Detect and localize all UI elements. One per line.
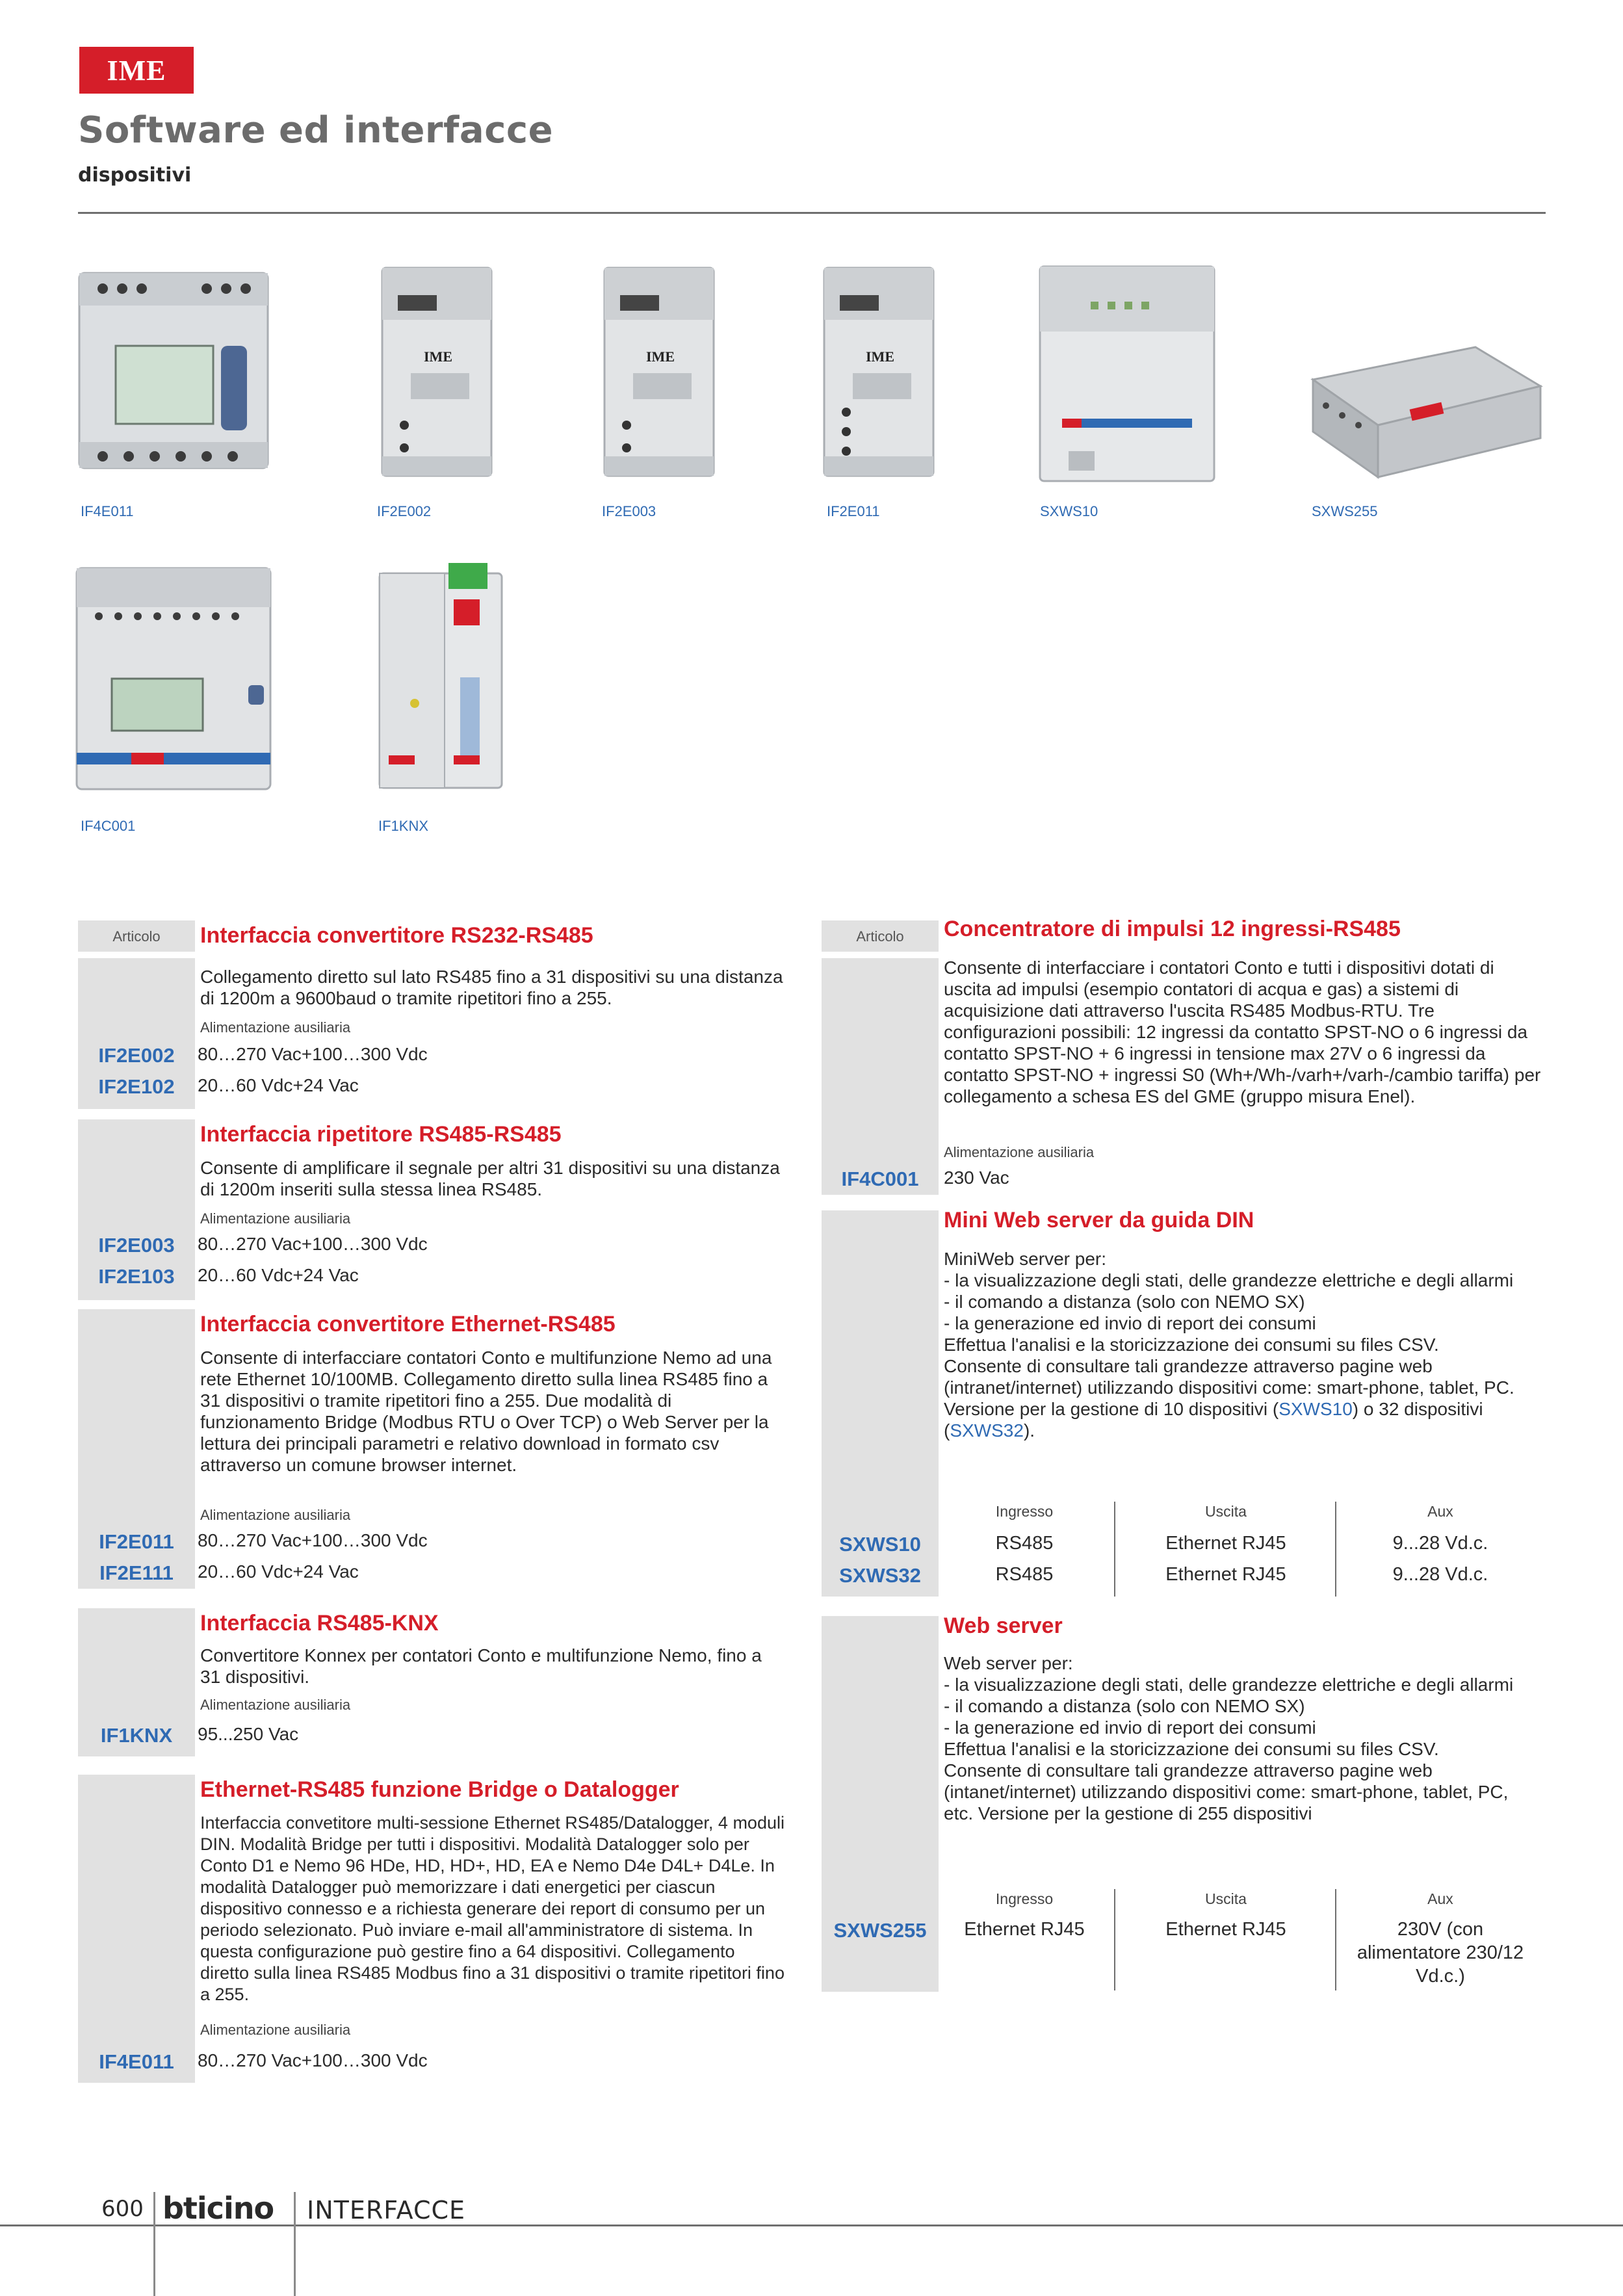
article-code: IF2E011 (99, 1530, 174, 1553)
svg-text:IME: IME (866, 348, 894, 365)
desc-line: Effettua l'analisi e la storicizzazione dei consumi su files CSV. (944, 1335, 1439, 1355)
desc-line: Consente di consultare tali grandezze attraverso pagine web (intanet/internet) utilizzando dispositivi come: smart-phone, tablet, PC, etc. Versione per la gestione di 255 dispositivi (944, 1760, 1509, 1823)
section-title: Web server (944, 1613, 1063, 1638)
table-cell: 9...28 Vd.c. (1392, 1533, 1488, 1554)
aux-value: 80…270 Vac+100…300 Vdc (198, 2050, 428, 2070)
aux-value: 95...250 Vac (198, 1724, 299, 1744)
table-cell: 230V (con alimentatore 230/12 Vd.c.) (1357, 1919, 1524, 1987)
table-header-aux: Aux (1427, 1503, 1453, 1520)
desc-text: Consente di consultare tali grandezze attraverso pagine web (intranet/internet) utilizzando dispositivi come: smart-phone, tablet, PC. Versione per la gestione di 10 dispositivi ( (944, 1356, 1514, 1419)
table-cell: Ethernet RJ45 (1165, 1533, 1286, 1554)
desc-line: - il comando a distanza (solo con NEMO SX) (944, 1696, 1305, 1716)
product-image-if4e011 (77, 263, 272, 484)
product-image-if2e011 (820, 263, 937, 484)
table-header-aux: Aux (1427, 1890, 1453, 1907)
product-caption: IF2E002 (377, 503, 432, 519)
aux-label: Alimentazione ausiliaria (200, 1210, 351, 1227)
product-caption: IF2E003 (602, 503, 656, 519)
desc-line: - la visualizzazione degli stati, delle grandezze elettriche e degli allarmi (944, 1270, 1514, 1290)
product-caption: IF2E011 (827, 503, 880, 519)
article-code: IF4E011 (99, 2050, 174, 2073)
article-code: IF2E002 (98, 1044, 175, 1067)
table-cell: RS485 (995, 1564, 1054, 1585)
svg-text:IME: IME (424, 348, 452, 365)
product-image-if2e002 (378, 263, 495, 484)
aux-label: Alimentazione ausiliaria (200, 2022, 351, 2038)
section-description: Collegamento diretto sul lato RS485 fino a 31 dispositivi su una distanza di 1200m a 9600baud o tramite ripetitori fino a 255. (200, 967, 783, 1008)
header-divider (78, 212, 1546, 214)
table-header-ingresso: Ingresso (995, 1890, 1054, 1907)
section-description: Convertitore Konnex per contatori Conto e multifunzione Nemo, fino a 31 dispositivi. (200, 1645, 762, 1687)
sxws10-link[interactable]: SXWS10 (1279, 1399, 1353, 1419)
page-subtitle: dispositivi (78, 164, 192, 187)
desc-line: Effettua l'analisi e la storicizzazione dei consumi su files CSV. (944, 1739, 1439, 1759)
product-image-if2e003 (601, 263, 718, 484)
article-code: IF1KNX (100, 1724, 173, 1747)
section-description: Interfaccia convetitore multi-sessione Ethernet RS485/Datalogger, 4 moduli DIN. Modalità Bridge per tutti i dispositivi. Modalità Datalogger solo per Conto D1 e Nemo 96 HDe, HD, HD+, HD, EA e Nemo D4e D4L+ D4Le. In modalità Datalogger può memorizzare i dati energetici per ciascun dispositivo connesso e a richiesta generare dei report di consumo per un periodo selezionato. Può inviare e-mail all'amministratore di sistema. In questa configurazione può gestire fino a 64 dispositivi. Collegamento diretto sulla linea RS485 Modbus fino a 31 dispositivi o tramite ripetitori fino a 255. (200, 1813, 785, 2004)
section-title: Interfaccia ripetitore RS485-RS485 (200, 1122, 562, 1147)
aux-value: 20…60 Vdc+24 Vac (198, 1561, 359, 1582)
desc-text: ) o 32 dispositivi ( (944, 1399, 1483, 1441)
product-caption: SXWS10 (1040, 503, 1098, 519)
article-code: SXWS255 (833, 1919, 927, 1942)
product-caption: IF1KNX (378, 818, 429, 834)
desc-line: Web server per: (944, 1653, 1073, 1673)
article-code: IF2E102 (98, 1075, 175, 1098)
table-cell: Ethernet RJ45 (1165, 1564, 1286, 1585)
aux-label: Alimentazione ausiliaria (200, 1507, 351, 1523)
desc-line: - il comando a distanza (solo con NEMO SX) (944, 1292, 1305, 1312)
page-title: Software ed interfacce (78, 109, 554, 151)
section-title: Ethernet-RS485 funzione Bridge o Datalogger (200, 1777, 679, 1802)
desc-line: - la generazione ed invio di report dei consumi (944, 1313, 1316, 1333)
product-image-if4c001 (73, 564, 274, 798)
desc-line: - la visualizzazione degli stati, delle grandezze elettriche e degli allarmi (944, 1675, 1514, 1695)
aux-value: 230 Vac (944, 1168, 1009, 1188)
product-image-sxws10 (1036, 263, 1218, 484)
table-cell: Ethernet RJ45 (964, 1919, 1085, 1940)
aux-value: 20…60 Vdc+24 Vac (198, 1265, 359, 1285)
section-title: Interfaccia convertitore RS232-RS485 (200, 923, 593, 948)
table-cell: Ethernet RJ45 (1165, 1919, 1286, 1940)
section-title: Mini Web server da guida DIN (944, 1208, 1254, 1233)
sxws32-link[interactable]: SXWS32 (950, 1420, 1024, 1441)
product-image-sxws255 (1306, 341, 1547, 484)
svg-text:IME: IME (646, 348, 675, 365)
section-description: Consente di amplificare il segnale per altri 31 dispositivi su una distanza di 1200m inseriti sulla stessa linea RS485. (200, 1158, 780, 1199)
desc-text: ). (1023, 1420, 1035, 1441)
desc-line: - la generazione ed invio di report dei consumi (944, 1717, 1316, 1738)
article-code: IF4C001 (841, 1168, 919, 1190)
aux-value: 20…60 Vdc+24 Vac (198, 1075, 359, 1095)
section-description (944, 1248, 1542, 1441)
aux-label: Alimentazione ausiliaria (200, 1019, 351, 1036)
table-header-uscita: Uscita (1205, 1890, 1247, 1907)
table-cell: RS485 (995, 1533, 1054, 1554)
table-header-uscita: Uscita (1205, 1503, 1247, 1520)
article-code: SXWS10 (839, 1533, 921, 1556)
section-description: Consente di interfacciare contatori Conto e multifunzione Nemo ad una rete Ethernet 10/100MB. Collegamento diretto sulla linea RS485 fino a 31 dispositivi o tramite ripetitori fino a 255. Due modalità di funzionamento Bridge (Modbus RTU o Over TCP) o Web Server per la lettura dei principali parametri e relativo download in formato csv attraverso un comune browser internet. (200, 1348, 772, 1475)
ime-logo: IME (79, 47, 194, 94)
table-header-ingresso: Ingresso (995, 1503, 1054, 1520)
page-number: 600 (101, 2196, 144, 2222)
code-panel (78, 1775, 195, 2083)
articolo-label: Articolo (112, 928, 161, 945)
article-code: IF2E103 (98, 1265, 175, 1288)
section-description (944, 1652, 1542, 1824)
section-title: Interfaccia convertitore Ethernet-RS485 (200, 1312, 616, 1337)
aux-label: Alimentazione ausiliaria (944, 1144, 1095, 1160)
footer-separator (294, 2192, 296, 2296)
bticino-logo: bticino (162, 2191, 274, 2226)
articolo-label: Articolo (856, 928, 904, 945)
desc-line (944, 1355, 1542, 1441)
footer-separator (153, 2192, 155, 2296)
section-title: Interfaccia RS485-KNX (200, 1611, 439, 1636)
article-code: IF2E003 (98, 1234, 175, 1257)
article-code: IF2E111 (99, 1561, 174, 1584)
section-description: Consente di interfacciare i contatori Conto e tutti i dispositivi dotati di uscita ad impulsi (esempio contatori di acqua e gas) a sistemi di acquisizione dati attraverso l'uscita RS485 Modbus-RTU. Tre configurazioni possibili: 12 ingressi da contatto SPST-NO o 6 ingressi da contatto SPST-NO + 6 ingressi in tensione max 27V o 6 ingressi da contatto SPST-NO + ingressi S0 (Wh+/Wh-/varh+/varh-/cambio tariffa) per collegamento a schesa ES del GME (gruppo misura Enel). (944, 958, 1541, 1106)
article-code: SXWS32 (839, 1564, 921, 1587)
footer-section-title: INTERFACCE (307, 2196, 466, 2224)
product-caption: IF4E011 (81, 503, 134, 519)
product-image-if1knx (376, 560, 506, 794)
aux-value: 80…270 Vac+100…300 Vdc (198, 1234, 428, 1254)
aux-label: Alimentazione ausiliaria (200, 1697, 351, 1713)
aux-value: 80…270 Vac+100…300 Vdc (198, 1530, 428, 1550)
table-cell: 9...28 Vd.c. (1392, 1564, 1488, 1585)
section-title: Concentratore di impulsi 12 ingressi-RS485 (944, 917, 1401, 941)
product-caption: SXWS255 (1312, 503, 1378, 519)
code-panel (822, 958, 939, 1195)
product-caption: IF4C001 (81, 818, 136, 834)
desc-line: MiniWeb server per: (944, 1249, 1107, 1269)
aux-value: 80…270 Vac+100…300 Vdc (198, 1044, 428, 1064)
